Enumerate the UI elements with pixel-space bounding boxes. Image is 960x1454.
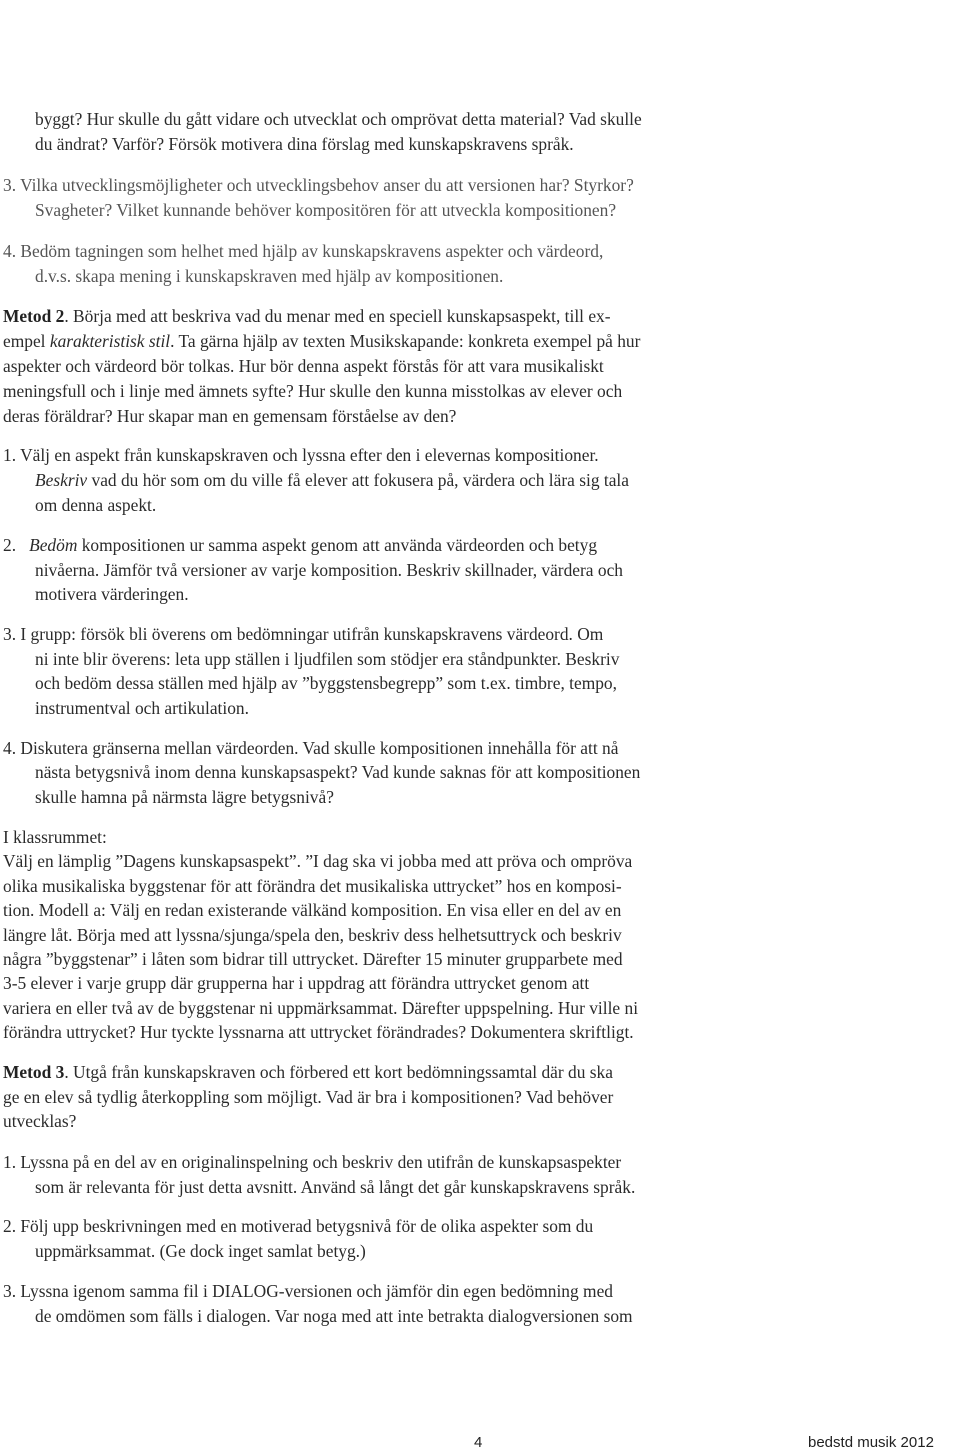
method-2-paragraph-line: aspekter och värdeord bör tolkas. Hur bör denna aspekt förstås för att vara musikaliskt <box>3 356 604 376</box>
emphasis-term: Bedöm <box>29 535 78 555</box>
publication-footer: bedstd musik 2012 <box>808 1434 934 1451</box>
list-item: 2. Följ upp beskrivningen med en motiverad betygsnivå för de olika aspekter som du <box>3 1216 594 1236</box>
list-item: 4. Bedöm tagningen som helhet med hjälp av kunskapskravens aspekter och värdeord, <box>3 241 604 261</box>
list-item-continuation: de omdömen som fälls i dialogen. Var noga med att inte betrakta dialogversionen som <box>35 1306 633 1326</box>
classroom-paragraph-line: några ”byggstenar” i låten som bidrar till uttrycket. Därefter 15 minuter grupparbete med <box>3 949 623 969</box>
list-item-continuation: ni inte blir överens: leta upp ställen i ljudfilen som stödjer era ståndpunkter. Beskriv <box>35 649 620 669</box>
list-item-continuation: d.v.s. skapa mening i kunskapskraven med hjälp av kompositionen. <box>35 266 504 286</box>
paragraph-line: du ändrat? Varför? Försök motivera dina förslag med kunskapskravens språk. <box>35 134 574 154</box>
list-item: 4. Diskutera gränserna mellan värdeorden. Vad skulle kompositionen innehålla för att nå <box>3 738 619 758</box>
list-item: 1. Välj en aspekt från kunskapskraven och lyssna efter den i elevernas kompositioner. <box>3 445 599 465</box>
list-item-continuation: motivera värderingen. <box>35 584 189 604</box>
classroom-paragraph-line: 3-5 elever i varje grupp där grupperna har i uppdrag att förändra uttrycket genom att <box>3 973 590 993</box>
list-item-continuation: skulle hamna på närmsta lägre betygsnivå? <box>35 787 334 807</box>
list-item: 3. I grupp: försök bli överens om bedömningar utifrån kunskapskravens värdeord. Om <box>3 624 604 644</box>
list-item-continuation: instrumentval och artikulation. <box>35 698 249 718</box>
emphasis-term: Beskriv <box>35 470 88 490</box>
emphasis-term: karakteristisk stil <box>49 331 171 351</box>
list-item: 3. Lyssna igenom samma fil i DIALOG-versionen och jämför din egen bedömning med <box>3 1281 613 1301</box>
paragraph-line: byggt? Hur skulle du gått vidare och utvecklat och omprövat detta material? Vad skulle <box>35 109 642 129</box>
method-2-paragraph-line: meningsfull och i linje med ämnets syfte? Hur skulle den kunna misstolkas av elever och <box>3 381 623 401</box>
classroom-paragraph-line: tion. Modell a: Välj en redan existerande välkänd komposition. En visa eller en del av en <box>3 900 622 920</box>
list-item-continuation: som är relevanta för just detta avsnitt. Använd så långt det går kunskapskravens språk. <box>35 1177 636 1197</box>
method-2-paragraph-line: deras föräldrar? Hur skapar man en gemensam förståelse av den? <box>3 406 457 426</box>
method-2-paragraph-line: empel karakteristisk stil. Ta gärna hjälp av texten Musikskapande: konkreta exempel på hur <box>3 331 641 351</box>
method-3-paragraph-line: ge en elev så tydlig återkoppling som möjligt. Vad är bra i kompositionen? Vad behöver <box>3 1087 614 1107</box>
list-item-continuation: och bedöm dessa ställen med hjälp av ”byggstensbegrepp” som t.ex. timbre, tempo, <box>35 673 617 693</box>
list-item-continuation: nivåerna. Jämför två versioner av varje komposition. Beskriv skillnader, värdera och <box>35 560 623 580</box>
method-2-paragraph-line: Metod 2. Börja med att beskriva vad du menar med en speciell kunskapsaspekt, till ex- <box>3 306 611 326</box>
classroom-paragraph-line: längre låt. Börja med att lyssna/sjunga/spela den, beskriv dess helhetsuttryck och beskriv <box>3 925 622 945</box>
list-item: 1. Lyssna på en del av en originalinspelning och beskriv den utifrån de kunskapsaspekter <box>3 1152 622 1172</box>
list-item-continuation: nästa betygsnivå inom denna kunskapsaspekt? Vad kunde saknas för att kompositionen <box>35 762 641 782</box>
list-item-continuation: uppmärksammat. (Ge dock inget samlat betyg.) <box>35 1241 366 1261</box>
classroom-paragraph-line: variera en eller två av de byggstenar ni uppmärksammat. Därefter uppspelning. Hur ville ni <box>3 998 639 1018</box>
method-3-paragraph-line: Metod 3. Utgå från kunskapskraven och förbered ett kort bedömningssamtal där du ska <box>3 1062 613 1082</box>
method-3-heading: Metod 3 <box>3 1062 65 1082</box>
classroom-paragraph-line: olika musikaliska byggstenar för att förändra det musikaliska uttrycket” hos en komposi- <box>3 876 622 896</box>
list-item: 3. Vilka utvecklingsmöjligheter och utvecklingsbehov anser du att versionen har? Styrkor? <box>3 175 634 195</box>
classroom-paragraph-line: förändra uttrycket? Hur tyckte lyssnarna att uttrycket förändrades? Dokumentera skriftligt. <box>3 1022 634 1042</box>
list-item: 2. Bedöm kompositionen ur samma aspekt genom att använda värdeorden och betyg <box>3 535 598 555</box>
list-item-continuation: Beskriv vad du hör som om du ville få elever att fokusera på, värdera och lära sig tala <box>35 470 629 490</box>
list-item-continuation: om denna aspekt. <box>35 495 157 515</box>
classroom-heading: I klassrummet: <box>3 827 107 847</box>
method-3-paragraph-line: utvecklas? <box>3 1111 77 1131</box>
list-item-continuation: Svagheter? Vilket kunnande behöver kompositören för att utveckla kompositionen? <box>35 200 617 220</box>
classroom-paragraph-line: Välj en lämplig ”Dagens kunskapsaspekt”. ”I dag ska vi jobba med att pröva och ompröva <box>3 851 633 871</box>
method-2-heading: Metod 2 <box>3 306 65 326</box>
page-number: 4 <box>474 1434 483 1451</box>
